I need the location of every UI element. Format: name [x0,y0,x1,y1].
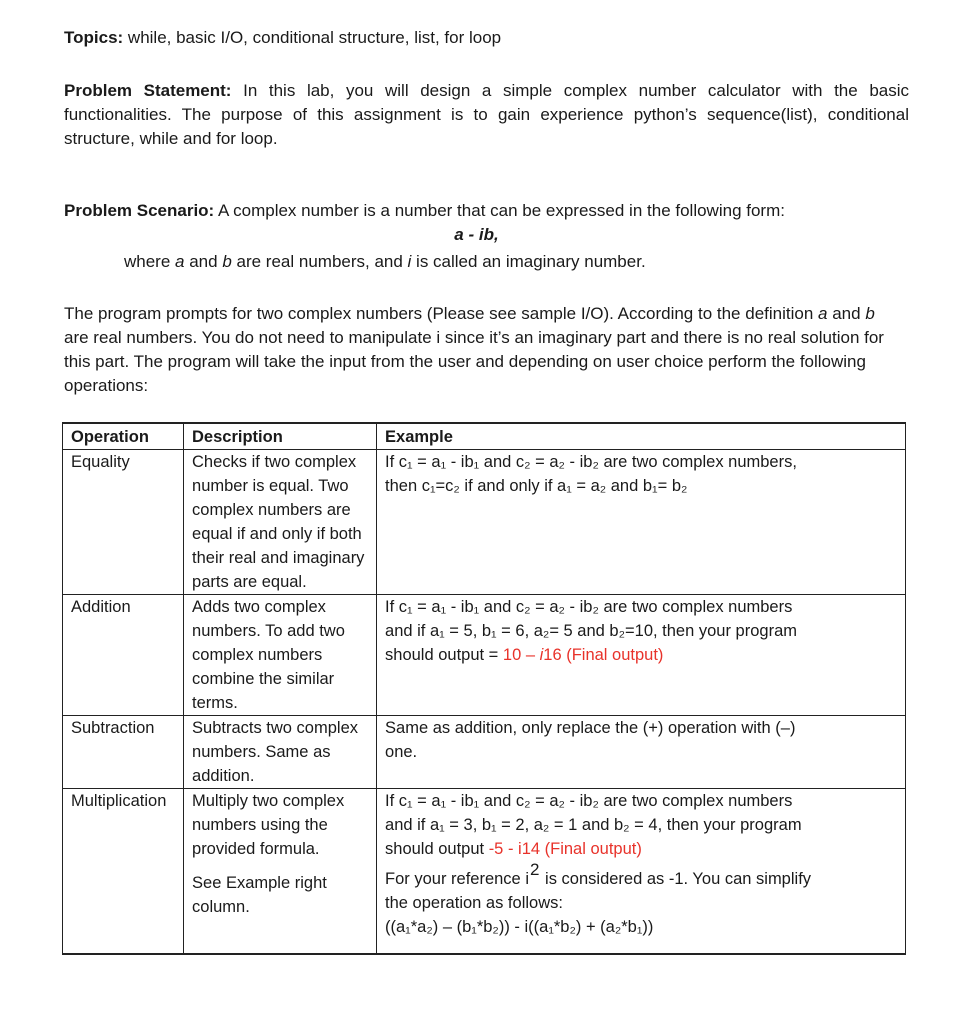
output-prefix: should output = [385,646,503,664]
where-b: b [222,252,232,271]
example-line: the operation as follows: [385,894,563,912]
table-row-subtraction [63,716,906,789]
reference-suffix: is considered as -1. You can simplify [540,870,812,888]
operation-cell: Addition [63,595,184,716]
topics-text: while, basic I/O, conditional structure, list, for loop [123,28,502,47]
example-line [385,837,897,861]
where-prefix: where [124,252,176,271]
description-cell: Subtracts two complex numbers. Same as addition. [184,716,377,789]
description-text: See Example right column. [192,874,327,916]
example-line: and if a₁ = 5, b₁ = 6, a₂= 5 and b₂=10, then your program [385,622,797,640]
example-cell [377,789,906,955]
table-row-equality [63,450,906,595]
topics-label: Topics: [64,28,124,47]
final-output-value: -5 - i14 (Final output) [488,840,642,858]
exponent: 2 [530,860,540,879]
problem-statement-paragraph [64,79,909,151]
operation-cell: Subtraction [63,716,184,789]
output-imag: 16 (Final output) [543,646,664,664]
example-line [385,643,897,667]
where-and: and [184,252,223,271]
example-line: Same as addition, only replace the (+) operation with (–) [385,719,796,737]
table-row-addition [63,595,906,716]
complex-form-formula: a - ib, [454,225,499,244]
example-line: one. [385,743,418,761]
reference-prefix: For your reference i [385,870,529,888]
problem-scenario-text: A complex number is a number that can be expressed in the following form: [214,201,785,220]
problem-statement-label: Problem Statement: [64,81,232,100]
prompts-line-1: The program prompts for two complex numbers (Please see sample I/O). According to the definition [64,304,814,323]
where-suffix: is called an imaginary number. [411,252,646,271]
prompts-and: and [827,304,866,323]
where-line [124,250,646,274]
example-line: If c₁ = a₁ - ib₁ and c₂ = a₂ - ib₂ are two complex numbers [385,598,793,616]
topics-line [64,26,909,50]
multiplication-formula: ((a₁*a₂) – (b₁*b₂)) - i((a₁*b₂) + (a₂*b₁)) [385,918,654,936]
problem-statement-text: In this lab, you will design a simple complex number calculator with the basic functionalities. The purpose of this assignment is to gain experience python’s sequence(list), conditional structure, while and for loop. [64,81,909,148]
output-real: 10 – [502,646,540,664]
problem-scenario-line [64,199,909,223]
operation-cell: Equality [63,450,184,595]
final-output-value [503,646,664,664]
prompts-a: a [818,304,828,323]
example-line: If c₁ = a₁ - ib₁ and c₂ = a₂ - ib₂ are two complex numbers, [385,453,797,471]
header-operation: Operation [63,423,184,450]
where-i: i [407,252,412,271]
example-cell [377,716,906,789]
operations-table [62,422,906,955]
output-i: i [539,646,544,664]
example-cell [377,595,906,716]
description-cell: Checks if two complex number is equal. Two complex numbers are equal if and only if both their real and imaginary parts are equal. [184,450,377,595]
prompts-rest: are real numbers. You do not need to manipulate i since it’s an imaginary part and there is no real solution for this part. The program will take the input from the user and depending on user choice perform the following operations: [64,328,884,395]
description-text: Multiply two complex numbers using the provided formula. [192,792,345,858]
table-row-multiplication [63,789,906,955]
header-description: Description [184,423,377,450]
example-line [385,860,897,891]
example-line: If c₁ = a₁ - ib₁ and c₂ = a₂ - ib₂ are two complex numbers [385,792,793,810]
program-prompts-paragraph [64,302,894,398]
output-prefix: should output [385,840,489,858]
description-cell: Adds two complex numbers. To add two complex numbers combine the similar terms. [184,595,377,716]
example-cell [377,450,906,595]
where-mid: are real numbers, and [231,252,408,271]
prompts-b: b [865,304,875,323]
description-cell [184,789,377,955]
header-example: Example [377,423,906,450]
problem-scenario-label: Problem Scenario: [64,201,215,220]
operation-cell: Multiplication [63,789,184,955]
table-header-row [63,423,906,450]
example-line: and if a₁ = 3, b₁ = 2, a₂ = 1 and b₂ = 4, then your program [385,816,802,834]
where-a: a [175,252,185,271]
example-line: then c₁=c₂ if and only if a₁ = a₂ and b₁= b₂ [385,477,688,495]
